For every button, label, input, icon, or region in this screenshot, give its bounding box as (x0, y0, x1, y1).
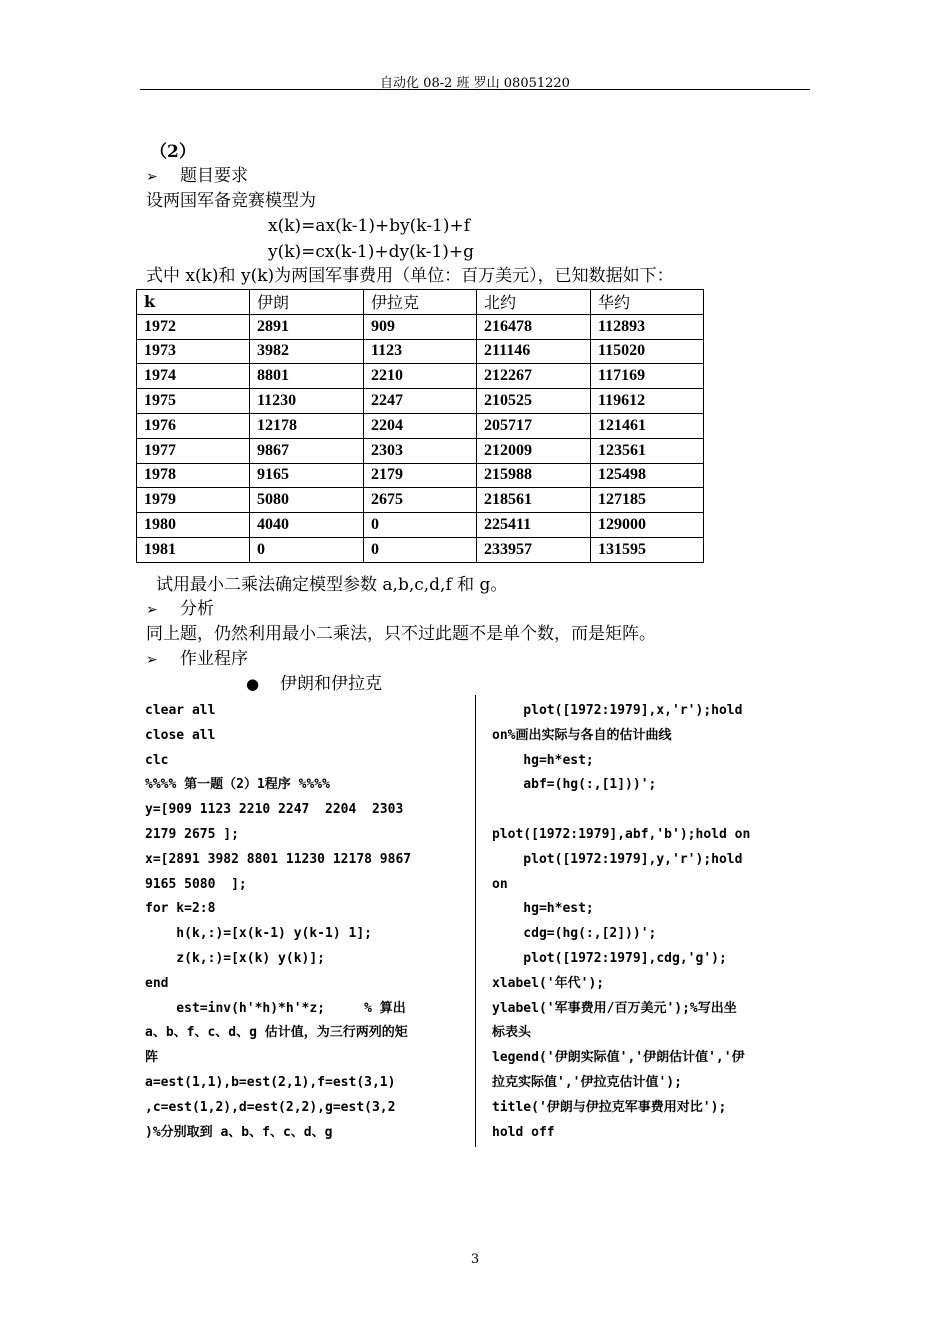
code-line: h(k,:)=[x(k-1) y(k-1) 1]; (145, 926, 372, 942)
section-label: （2） (150, 142, 196, 162)
sub-heading: 伊朗和伊拉克 (280, 674, 382, 694)
table-cell: 1972 (137, 314, 250, 339)
analysis-heading: 分析 (180, 599, 214, 619)
table-cell: 205717 (477, 413, 591, 438)
requirement-heading-row (146, 164, 248, 189)
table-cell: 121461 (591, 413, 704, 438)
equation-y: y(k)=cx(k-1)+dy(k-1)+g (268, 242, 475, 262)
table-row (137, 488, 704, 513)
table-row (137, 413, 704, 438)
program-heading: 作业程序 (180, 649, 248, 669)
analysis-text: 同上题，仍然利用最小二乘法，只不过此题不是单个数，而是矩阵。 (146, 624, 656, 644)
table-cell: 115020 (591, 339, 704, 364)
code-line: plot([1972:1979],cdg,'g'); (492, 950, 727, 966)
arrow-bullet-icon: ➢ (146, 652, 158, 668)
table-cell: 123561 (591, 438, 704, 463)
model-intro: 设两国军备竞赛模型为 (146, 191, 316, 211)
analysis-heading-row (146, 597, 214, 622)
table-cell: 2204 (364, 413, 477, 438)
data-intro: 式中 x(k)和 y(k)为两国军事费用（单位：百万美元），已知数据如下： (146, 266, 674, 286)
table-cell: 112893 (591, 314, 704, 339)
dot-bullet-icon: ● (246, 675, 260, 693)
code-line: on%画出实际与各自的估计曲线 (492, 727, 672, 743)
table-cell: 9165 (250, 463, 364, 488)
table-cell: 9867 (250, 438, 364, 463)
military-expense-table (136, 289, 704, 563)
table-cell: 129000 (591, 513, 704, 538)
table-cell: 215988 (477, 463, 591, 488)
code-line: 9165 5080 ]; (145, 876, 247, 892)
table-row (137, 314, 704, 339)
code-line: close all (145, 727, 216, 743)
code-line: title('伊朗与伊拉克军事费用对比'); (492, 1099, 727, 1115)
table-cell: 131595 (591, 537, 704, 562)
table-cell: 1123 (364, 339, 477, 364)
table-header-cell: 北约 (477, 290, 591, 315)
table-cell: 1973 (137, 339, 250, 364)
code-line: 拉克实际值','伊拉克估计值'); (492, 1074, 682, 1090)
table-cell: 2891 (250, 314, 364, 339)
table-cell: 127185 (591, 488, 704, 513)
table-cell: 225411 (477, 513, 591, 538)
table-cell: 212267 (477, 364, 591, 389)
table-cell: 212009 (477, 438, 591, 463)
table-cell: 0 (364, 513, 477, 538)
table-row (137, 364, 704, 389)
code-line: end (145, 975, 169, 991)
table-cell: 216478 (477, 314, 591, 339)
arrow-bullet-icon: ➢ (146, 169, 158, 185)
code-line: ,c=est(1,2),d=est(2,2),g=est(3,2 (145, 1099, 396, 1115)
code-line: 标表头 (492, 1025, 532, 1041)
requirement-heading: 题目要求 (180, 166, 248, 186)
code-line: cdg=(hg(:,[2]))'; (492, 926, 657, 942)
table-cell: 218561 (477, 488, 591, 513)
code-line: %%%% 第一题（2）1程序 %%%% (145, 777, 330, 793)
table-header-row (137, 290, 704, 315)
table-cell: 1978 (137, 463, 250, 488)
page-number: 3 (470, 1252, 480, 1267)
table-cell: 125498 (591, 463, 704, 488)
table-cell: 8801 (250, 364, 364, 389)
sub-heading-row (246, 672, 382, 696)
code-line: clc (145, 752, 169, 768)
code-line: abf=(hg(:,[1]))'; (492, 777, 657, 793)
code-line: xlabel('年代'); (492, 975, 605, 991)
code-line: for k=2:8 (145, 901, 216, 917)
table-cell: 1979 (137, 488, 250, 513)
code-block-left (145, 699, 411, 1145)
code-line: plot([1972:1979],y,'r');hold (492, 851, 743, 867)
table-cell: 2210 (364, 364, 477, 389)
code-line: 阵 (145, 1050, 159, 1066)
table-cell: 2675 (364, 488, 477, 513)
table-header-cell: k (137, 290, 250, 315)
table-cell: 1980 (137, 513, 250, 538)
code-line (492, 798, 750, 823)
code-line: )%分别取到 a、b、f、c、d、g (145, 1124, 333, 1140)
table-cell: 1974 (137, 364, 250, 389)
table-cell: 0 (364, 537, 477, 562)
equation-x: x(k)=ax(k-1)+by(k-1)+f (268, 216, 471, 236)
table-cell: 210525 (477, 389, 591, 414)
code-line: clear all (145, 703, 216, 718)
header-rule (140, 89, 810, 90)
page-header: 自动化 08-2 班 罗山 08051220 (380, 76, 570, 91)
table-header-cell: 伊朗 (250, 290, 364, 315)
code-line: legend('伊朗实际值','伊朗估计值','伊 (492, 1050, 745, 1066)
program-heading-row (146, 647, 248, 672)
code-block-right (492, 699, 750, 1145)
table-row (137, 339, 704, 364)
table-cell: 1976 (137, 413, 250, 438)
code-line: on (492, 876, 508, 892)
code-line: z(k,:)=[x(k) y(k)]; (145, 950, 326, 966)
table-cell: 119612 (591, 389, 704, 414)
code-line: a、b、f、c、d、g 估计值，为三行两列的矩 (145, 1025, 408, 1041)
table-cell: 1981 (137, 537, 250, 562)
task-text: 试用最小二乘法确定模型参数 a,b,c,d,f 和 g。 (156, 575, 508, 595)
table-cell: 11230 (250, 389, 364, 414)
table-cell: 909 (364, 314, 477, 339)
code-line: 2179 2675 ]; (145, 826, 239, 842)
table-cell: 2303 (364, 438, 477, 463)
table-cell: 5080 (250, 488, 364, 513)
table-cell: 233957 (477, 537, 591, 562)
code-line: y=[909 1123 2210 2247 2204 2303 (145, 802, 404, 818)
code-line: hg=h*est; (492, 901, 594, 917)
table-cell: 3982 (250, 339, 364, 364)
table-row (137, 438, 704, 463)
table-cell: 2179 (364, 463, 477, 488)
table-row (137, 389, 704, 414)
column-divider (475, 695, 476, 1147)
code-line: x=[2891 3982 8801 11230 12178 9867 (145, 851, 412, 867)
table-cell: 0 (250, 537, 364, 562)
arrow-bullet-icon: ➢ (146, 602, 158, 618)
code-line: est=inv(h'*h)*h'*z; % 算出 (145, 1000, 406, 1016)
code-line: hold off (492, 1124, 555, 1140)
table-cell: 2247 (364, 389, 477, 414)
table-cell: 211146 (477, 339, 591, 364)
code-line: ylabel('军事费用/百万美元');%写出坐 (492, 1000, 737, 1016)
code-line: plot([1972:1979],abf,'b');hold on (492, 826, 751, 842)
table-cell: 1975 (137, 389, 250, 414)
table-cell: 12178 (250, 413, 364, 438)
table-cell: 1977 (137, 438, 250, 463)
table-header-cell: 华约 (591, 290, 704, 315)
table-row (137, 537, 704, 562)
table-cell: 117169 (591, 364, 704, 389)
code-line: plot([1972:1979],x,'r');hold (492, 703, 743, 718)
table-row (137, 513, 704, 538)
code-line: a=est(1,1),b=est(2,1),f=est(3,1) (145, 1074, 396, 1090)
table-row (137, 463, 704, 488)
table-cell: 4040 (250, 513, 364, 538)
table-header-cell: 伊拉克 (364, 290, 477, 315)
code-line: hg=h*est; (492, 752, 594, 768)
